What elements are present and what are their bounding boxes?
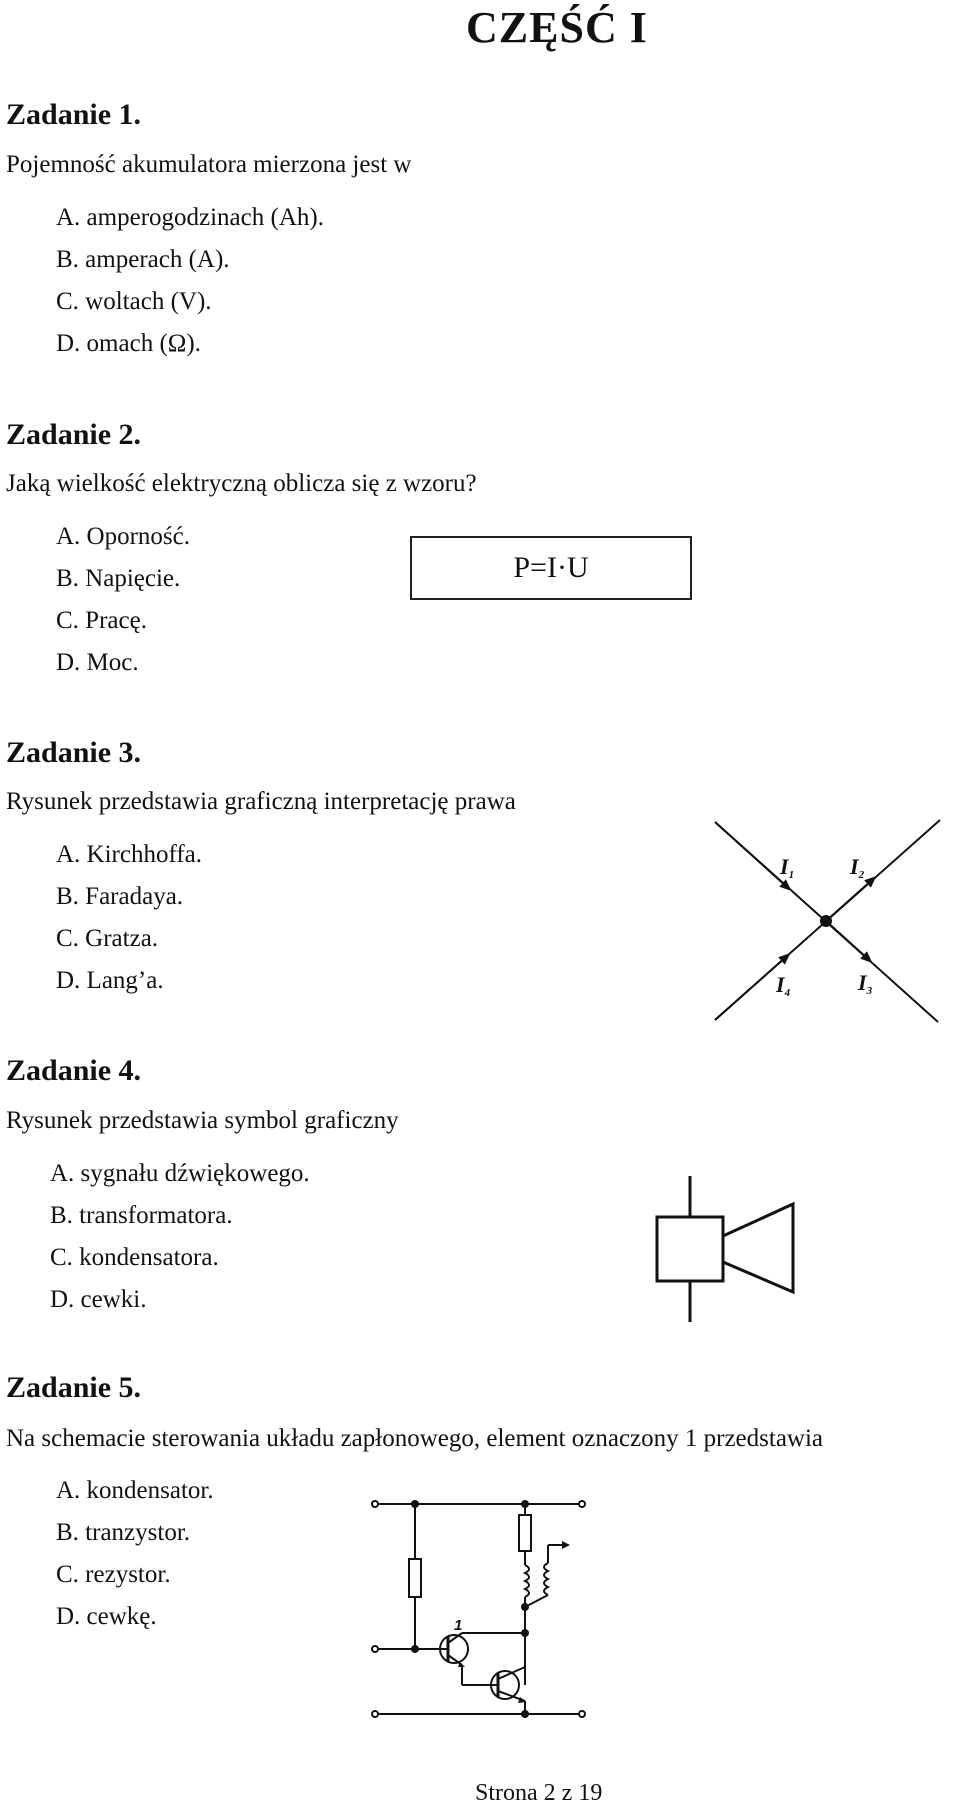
task-2-option-c: C. Pracę.: [56, 607, 147, 634]
task-3-option-a: A. Kirchhoffa.: [56, 841, 203, 868]
label-i4: I: [776, 972, 785, 997]
formula-text: P=I·U: [513, 551, 589, 584]
current-arrow-i1: [715, 822, 787, 887]
task-5-option-c: C. rezystor.: [56, 1561, 171, 1588]
current-arrow-i3: [826, 921, 868, 959]
task-2-option-b: B. Napięcie.: [56, 565, 181, 592]
task-4-title: Zadanie 4.: [6, 1054, 142, 1087]
primary-coil: [525, 1565, 529, 1597]
task-4-option-b: B. transformatora.: [50, 1202, 233, 1229]
task-2-option-a: A. Oporność.: [56, 523, 191, 550]
node-input: [411, 1645, 419, 1653]
svg-text:I1: [779, 854, 794, 881]
output-arrow: [562, 1541, 570, 1549]
task-1-option-b: B. amperach (A).: [56, 246, 230, 273]
label-i3: I: [858, 970, 867, 995]
task-4-option-c: C. kondensatora.: [50, 1244, 219, 1271]
label-i4-sub: 4: [784, 987, 791, 999]
left-resistor: [409, 1559, 421, 1597]
task-5-option-a: A. kondensator.: [56, 1477, 214, 1504]
task-2-title: Zadanie 2.: [6, 418, 142, 451]
kirchhoff-junction-diagram: [700, 810, 950, 1030]
task-5-title: Zadanie 5.: [6, 1371, 142, 1404]
task-3-option-d: D. Lang’a.: [56, 967, 164, 994]
task-4-question: Rysunek przedstawia symbol graficzny: [6, 1107, 399, 1134]
task-3-option-b: B. Faradaya.: [56, 883, 184, 910]
top-terminal-right: [579, 1501, 585, 1507]
part-title: CZĘŚĆ I: [466, 3, 648, 52]
task-5-question: Na schemacie sterowania układu zapłonowego, element oznaczony 1 przedstawia: [6, 1425, 824, 1452]
page-footer: Strona 2 z 19: [475, 1780, 603, 1806]
task-1-option-d: D. omach (Ω).: [56, 330, 201, 357]
loudspeaker-symbol: [650, 1170, 800, 1325]
node-ground: [521, 1710, 529, 1718]
speaker-coil-box: [657, 1217, 723, 1281]
task-5-option-d: D. cewkę.: [56, 1603, 157, 1630]
node-coil: [521, 1603, 529, 1611]
right-resistor: [519, 1515, 531, 1551]
svg-text:I3: [857, 970, 873, 997]
task-2-option-d: D. Moc.: [56, 649, 139, 676]
junction-node: [820, 915, 832, 927]
svg-text:I4: [775, 972, 791, 999]
ignition-circuit-schematic: [370, 1495, 590, 1735]
task-1-option-c: C. woltach (V).: [56, 288, 212, 315]
label-i2: I: [850, 854, 859, 879]
label-i1-sub: 1: [788, 869, 795, 881]
task-4-option-a: A. sygnału dźwiękowego.: [50, 1160, 310, 1187]
task-3-option-c: C. Gratza.: [56, 925, 159, 952]
label-i3-sub: 3: [866, 985, 873, 997]
bottom-terminal: [372, 1711, 378, 1717]
task-4-option-d: D. cewki.: [50, 1286, 147, 1313]
task-3-title: Zadanie 3.: [6, 736, 142, 769]
task-3-question: Rysunek przedstawia graficzną interpretację prawa: [6, 788, 516, 815]
top-terminal: [372, 1501, 378, 1507]
element-1-label: 1: [454, 1617, 463, 1634]
svg-text:I2: [849, 854, 865, 881]
label-i2-sub: 2: [858, 869, 865, 881]
task-1-option-a: A. amperogodzinach (Ah).: [56, 204, 324, 231]
formula-box: [410, 536, 692, 600]
task-1-question: Pojemność akumulatora mierzona jest w: [6, 151, 412, 178]
task-2-question: Jaką wielkość elektryczną oblicza się z wzoru?: [6, 470, 477, 497]
task-1-title: Zadanie 1.: [6, 98, 142, 131]
node-top-left: [411, 1500, 419, 1508]
speaker-cone: [723, 1204, 793, 1292]
bottom-terminal-right: [579, 1711, 585, 1717]
current-arrow-i2: [826, 880, 872, 921]
node-collector: [521, 1629, 529, 1637]
secondary-coil: [544, 1563, 548, 1595]
label-i1: I: [780, 854, 789, 879]
task-5-option-b: B. tranzystor.: [56, 1519, 191, 1546]
input-terminal: [372, 1646, 378, 1652]
node-top-right: [521, 1500, 529, 1508]
transistor-2-collector: [498, 1667, 525, 1679]
